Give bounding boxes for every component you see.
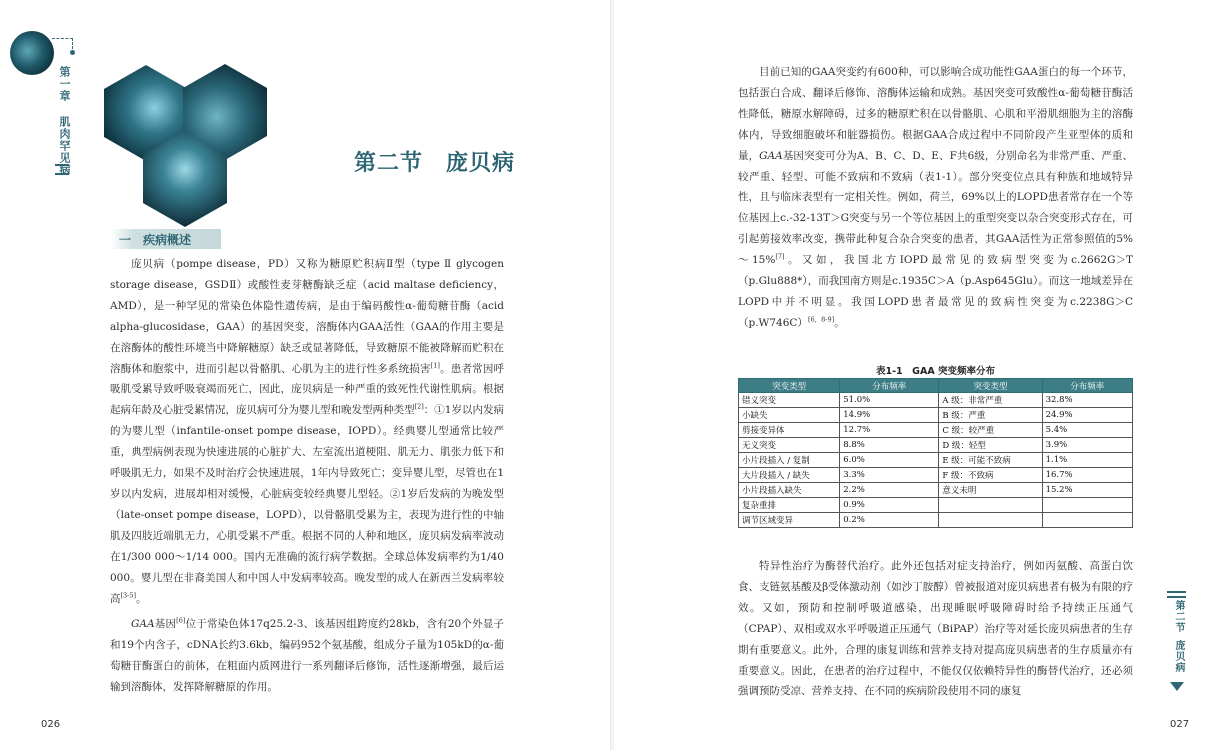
body-text: ：①1岁以内发病的为婴儿型（infantile-onset pompe disease，IOPD）。经典婴儿型通常比较严重，典型病例表现为快速进展的心脏扩大、左室流出道梗阻、肌无力、肌张力低下和呼吸肌无力，如果不及时治疗会快速进展，1年内导致死亡；变异婴儿型，尽管也在1岁以内发病，进展却相对缓慢，心脏病变较经典婴儿型轻。②1岁后发病的为晚发型（late-onset pompe disease，LOPD），以骨骼肌受累为主，表现为进行性的中轴肌及四肢近端肌无力，心肌受累不严重。根据不同的人种和地区，庞贝病发病率波动在1/300 000～1/14 000。国内无准确的流行病学数据。全球总体发病率约为1/40 000。婴儿型在非裔美国人和中国人中发病率较高。晚发型的成人在新西兰发病率较高 — [110, 404, 504, 605]
badge-dot-icon — [70, 50, 75, 55]
citation: [6] — [176, 616, 186, 625]
chapter-badge-icon — [10, 31, 54, 75]
table-header-row — [739, 379, 1133, 393]
table-cell: 2.2% — [840, 483, 939, 498]
table-cell: 1.1% — [1042, 453, 1132, 468]
table-cell: C 级：较严重 — [939, 423, 1042, 438]
body-text: 。 — [834, 316, 845, 329]
table-row — [739, 408, 1133, 423]
body-text: 基因突变可分为A、B、C、D、E、F共6级，分别命名为非常严重、严重、较严重、轻型、可能不致病和不致病（表1-1）。部分突变位点具有种族和地域特异性，且与临床表型有一定相关性。例如，荷兰，69%以上的LOPD患者常存在一个等位基因上c.-32-13T＞G突变与另一个等位基因上的重型突变以杂合突变形式存在，可引起剪接效率改变，携带此种复合杂合突变的患者，其GAA活性为正常参照值的5%～15% — [738, 149, 1133, 267]
body-text: 基因 — [154, 618, 177, 630]
citation: [2] — [414, 402, 424, 411]
table-cell: 错义突变 — [739, 393, 840, 408]
table-cell: B 级：严重 — [939, 408, 1042, 423]
section-title: 第二节 庞贝病 — [354, 151, 516, 176]
table-cell: 24.9% — [1042, 408, 1132, 423]
table-cell: 无义突变 — [739, 438, 840, 453]
chapter-topic-label: 肌肉罕见病 — [58, 116, 71, 176]
body-text: 。 — [136, 592, 147, 605]
table-cell: F 级：不致病 — [939, 468, 1042, 483]
table-cell: 16.7% — [1042, 468, 1132, 483]
table-cell: 小缺失 — [739, 408, 840, 423]
gene-name: GAA — [131, 618, 155, 630]
table-cell: 调节区域变异 — [739, 513, 840, 528]
table-header: 分布频率 — [840, 379, 939, 393]
mutation-frequency-table — [738, 378, 1133, 528]
table-cell — [939, 513, 1042, 528]
body-paragraph — [738, 556, 1133, 702]
table-cell: 小片段插入 / 复制 — [739, 453, 840, 468]
citation: [6，8-9] — [807, 315, 835, 324]
page-number: 027 — [1170, 719, 1190, 730]
table-caption: 表1-1 GAA 突变频率分布 — [876, 366, 995, 377]
body-paragraph — [110, 254, 504, 609]
table-cell: 14.9% — [840, 408, 939, 423]
table-row — [739, 393, 1133, 408]
table-row — [739, 498, 1133, 513]
body-paragraph — [738, 62, 1133, 334]
table-cell: D 级：轻型 — [939, 438, 1042, 453]
table-cell: 大片段插入 / 缺失 — [739, 468, 840, 483]
table-header: 突变类型 — [739, 379, 840, 393]
table-cell: 32.8% — [1042, 393, 1132, 408]
table-cell: 5.4% — [1042, 423, 1132, 438]
body-text: 目前已知的GAA突变约有600种，可以影响合成功能性GAA蛋白的每一个环节，包括蛋白合成、翻译后修饰、溶酶体运输和成熟。基因突变可致酸性α-葡萄糖苷酶活性降低，糖原水解障碍，过多的糖原贮积在以骨骼肌、心肌和平滑肌细胞为主的溶酶体内，导致细胞破坏和脏器损伤。根据GAA合成过程中不同阶段产生亚型体的质和量， — [738, 66, 1133, 162]
table-row — [739, 468, 1133, 483]
section-topic-label: 庞贝病 — [1173, 640, 1184, 673]
table-row — [739, 513, 1133, 528]
body-text: 。又如，我国北方IOPD最常见的致病型突变为c.2662G＞T（p.Glu888*），而我国南方则是c.1935C＞A（p.Asp645Glu）。而这一地域差异在LOPD中并不明显。我国LOPD患者最常见的致病性突变为c.2238G＞C（p.W746C） — [738, 254, 1133, 329]
table-cell: E 级：可能不致病 — [939, 453, 1042, 468]
body-text: 位于常染色体17q25.2-3、该基因组跨度约28kb，含有20个外显子和19个内含子，cDNA长约3.6kb，编码952个氨基酸，组成分子量为105kD的α-葡萄糖苷酶蛋白的前体，在粗面内质网进行一系列翻译后修饰，活性逐渐增强，最后运输到溶酶体，发挥降解糖原的作用。 — [110, 618, 505, 693]
body-text: 。患者常因呼吸肌受累导致呼吸衰竭而死亡，因此，庞贝病是一种严重的致死性代谢性肌病。根据起病年龄及心脏受累情况，庞贝病可分为婴儿型和晚发型两种类型 — [110, 362, 505, 417]
table-row — [739, 483, 1133, 498]
table-cell: 12.7% — [840, 423, 939, 438]
triangle-down-icon — [1170, 682, 1184, 691]
body-text: 特异性治疗为酶替代治疗。此外还包括对症支持治疗，例如丙氨酸、高蛋白饮食、支链氨基酸及β受体激动剂（如沙丁胺醇）曾被报道对庞贝病患者有极为有限的疗效。又如，预防和控制呼吸道感染，出现睡眠呼吸障碍时给予持续正压通气（CPAP）、双相或双水平呼吸道正压通气（BiPAP）治疗等对延长庞贝病患者的生存期有重要意义。此外，合理的康复训练和营养支持对提高庞贝病患者的生存质量亦有重要意义。因此，在患者的治疗过程中，不能仅仅依赖特异性的酶替代治疗，还必须强调预防受凉、营养支持、在不同的疾病阶段使用不同的康复 — [738, 560, 1133, 698]
chapter-label: 第一章 — [58, 66, 71, 102]
table-cell: 复杂重排 — [739, 498, 840, 513]
chapter-tab-bar — [1167, 591, 1186, 593]
table-cell: 8.8% — [840, 438, 939, 453]
subsection-heading — [111, 229, 221, 249]
gene-name: GAA — [759, 149, 783, 162]
table-cell: 小片段插入缺失 — [739, 483, 840, 498]
table-header: 分布频率 — [1042, 379, 1132, 393]
table-cell: 0.9% — [840, 498, 939, 513]
citation: [1] — [430, 361, 440, 370]
table-cell — [939, 498, 1042, 513]
section-label: 第二节 — [1173, 600, 1184, 633]
subsection-heading-text: 一 疾病概述 — [119, 233, 192, 247]
chapter-tab-bar — [1167, 596, 1186, 598]
citation: [3-5] — [120, 591, 137, 599]
citation: [7] — [775, 252, 785, 261]
table-cell: A 级：非常严重 — [939, 393, 1042, 408]
table-cell: 15.2% — [1042, 483, 1132, 498]
table-cell: 3.3% — [840, 468, 939, 483]
table-cell: 51.0% — [840, 393, 939, 408]
table-cell: 3.9% — [1042, 438, 1132, 453]
body-paragraph — [110, 614, 504, 698]
table-row — [739, 438, 1133, 453]
table-cell: 剪接变异体 — [739, 423, 840, 438]
table-row — [739, 423, 1133, 438]
table-cell: 6.0% — [840, 453, 939, 468]
table-cell — [1042, 513, 1132, 528]
table-row — [739, 453, 1133, 468]
page-number: 026 — [41, 719, 61, 730]
body-text: 庞贝病（pompe disease，PD）又称为糖原贮积病Ⅱ型（type Ⅱ glycogen storage disease，GSDⅡ）或酸性麦芽糖酶缺乏症（acid maltase deficiency，AMD），是一种罕见的常染色体隐性遗传病，是由于编码酸性α-葡萄糖苷酶（acid alpha-glucosidase，GAA）的基因突变，溶酶体内GAA活性（GAA的作用主要是在溶酶体的酸性环境当中降解糖原）缺乏或显著降低，导致糖原不能被降解而贮积在溶酶体和胞浆中，进而引起以骨骼肌、心肌为主的进行性多系统损害 — [110, 258, 504, 375]
table-cell: 0.2% — [840, 513, 939, 528]
table-cell: 意义未明 — [939, 483, 1042, 498]
table-header: 突变类型 — [939, 379, 1042, 393]
chapter-tab-bars — [55, 164, 69, 175]
table-cell — [1042, 498, 1132, 513]
